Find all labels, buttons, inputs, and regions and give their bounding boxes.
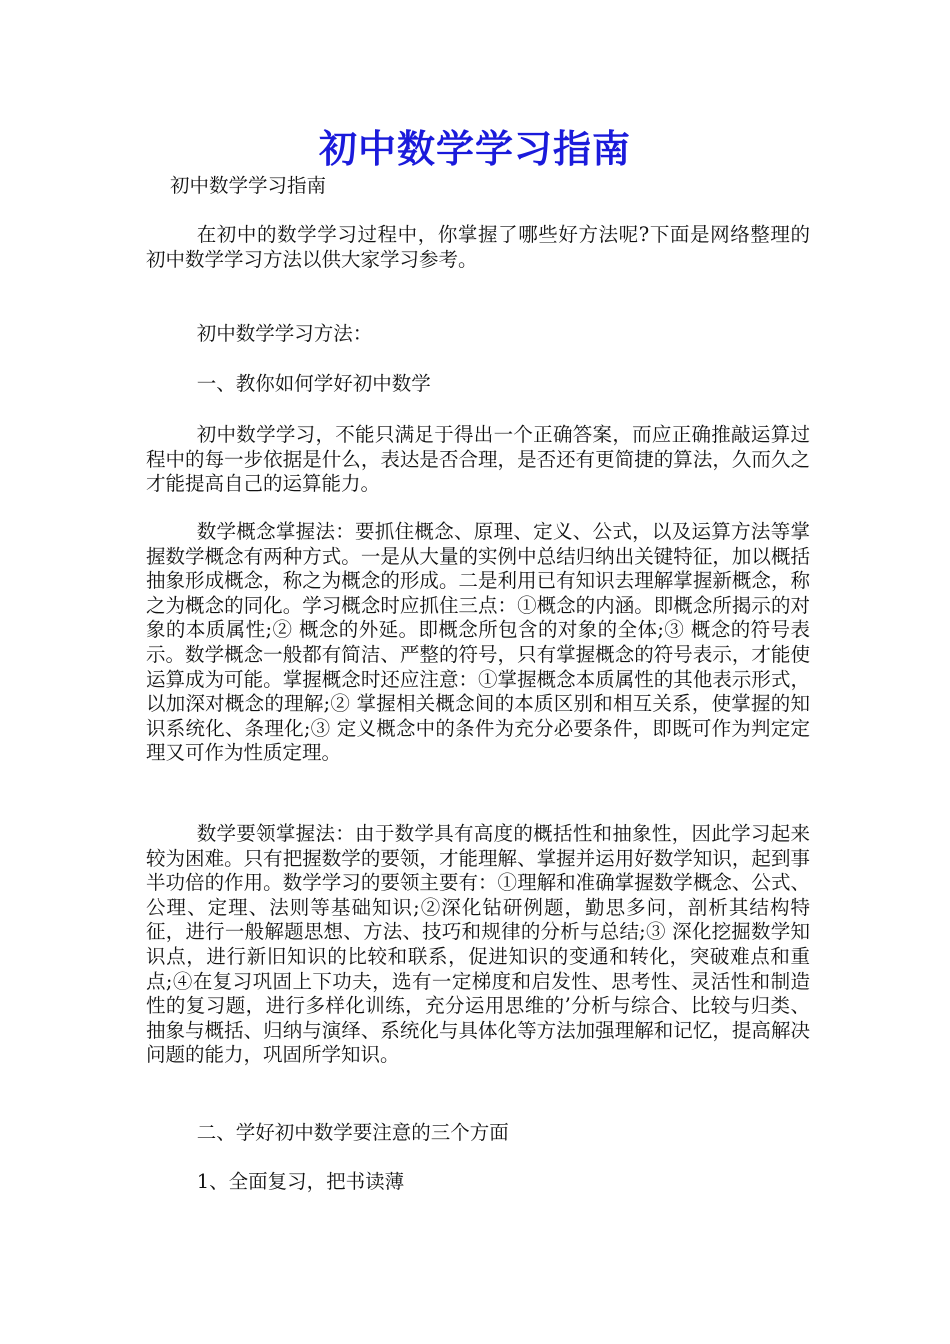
paragraph-key-points: 数学要领掌握法：由于数学具有高度的概括性和抽象性，因此学习起来较为困难。只有把握数学的要领，才能理解、掌握并运用好数学知识，起到事半功倍的作用。数学学习的要领主要有：①理解和准确掌握数学概念、公式、公理、定理、法则等基础知识;②深化钻研例题，勤思多问，剖析其结构特征，进行一般解题思想、方法、技巧和规律的分析与总结;③ 深化挖掘数学知识点，进行新旧知识的比较和联系，促进知识的变通和转化，突破难点和重点;④在复习巩固上下功夫，选有一定梯度和启发性、思考性、灵活性和制造性的复习题，进行多样化训练，充分运用思维的’分析与综合、比较与归类、抽象与概括、归纳与演绎、系统化与具体化等方法加强理解和记忆，提高解决问题的能力，巩固所学知识。 bbox=[146, 822, 810, 1067]
paragraph-calculation: 初中数学学习，不能只满足于得出一个正确答案，而应正确推敲运算过程中的每一步依据是什么，表达是否合理，是否还有更简捷的算法，久而久之才能提高自己的运算能力。 bbox=[146, 423, 810, 496]
subsection-heading-1: 1、全面复习，把书读薄 bbox=[196, 1170, 405, 1193]
section-heading-1: 一、教你如何学好初中数学 bbox=[196, 372, 431, 395]
paragraph-concepts: 数学概念掌握法：要抓住概念、原理、定义、公式，以及运算方法等掌握数学概念有两种方式。一是从大量的实例中总结归纳出关键特征，加以概括抽象形成概念，称之为概念的形成。二是利用已有知识去理解掌握新概念，称之为概念的同化。学习概念时应抓住三点：①概念的内涵。即概念所揭示的对象的本质属性;② 概念的外延。即概念所包含的对象的全体;③ 概念的符号表示。数学概念一般都有简洁、严整的符号，只有掌握概念的符号表示，才能使运算成为可能。掌握概念时还应注意：①掌握概念本质属性的其他表示形式，以加深对概念的理解;② 掌握相关概念间的本质区别和相互关系，使掌握的知识系统化、条理化;③ 定义概念中的条件为充分必要条件，即既可作为判定定理又可作为性质定理。 bbox=[146, 520, 810, 765]
document-title: 初中数学学习指南 bbox=[318, 127, 631, 171]
document-subtitle: 初中数学学习指南 bbox=[170, 174, 327, 197]
paragraph-intro: 在初中的数学学习过程中，你掌握了哪些好方法呢?下面是网络整理的初中数学学习方法以供大家学习参考。 bbox=[146, 223, 810, 271]
heading-methods: 初中数学学习方法： bbox=[196, 322, 373, 345]
section-heading-2: 二、学好初中数学要注意的三个方面 bbox=[196, 1121, 509, 1144]
